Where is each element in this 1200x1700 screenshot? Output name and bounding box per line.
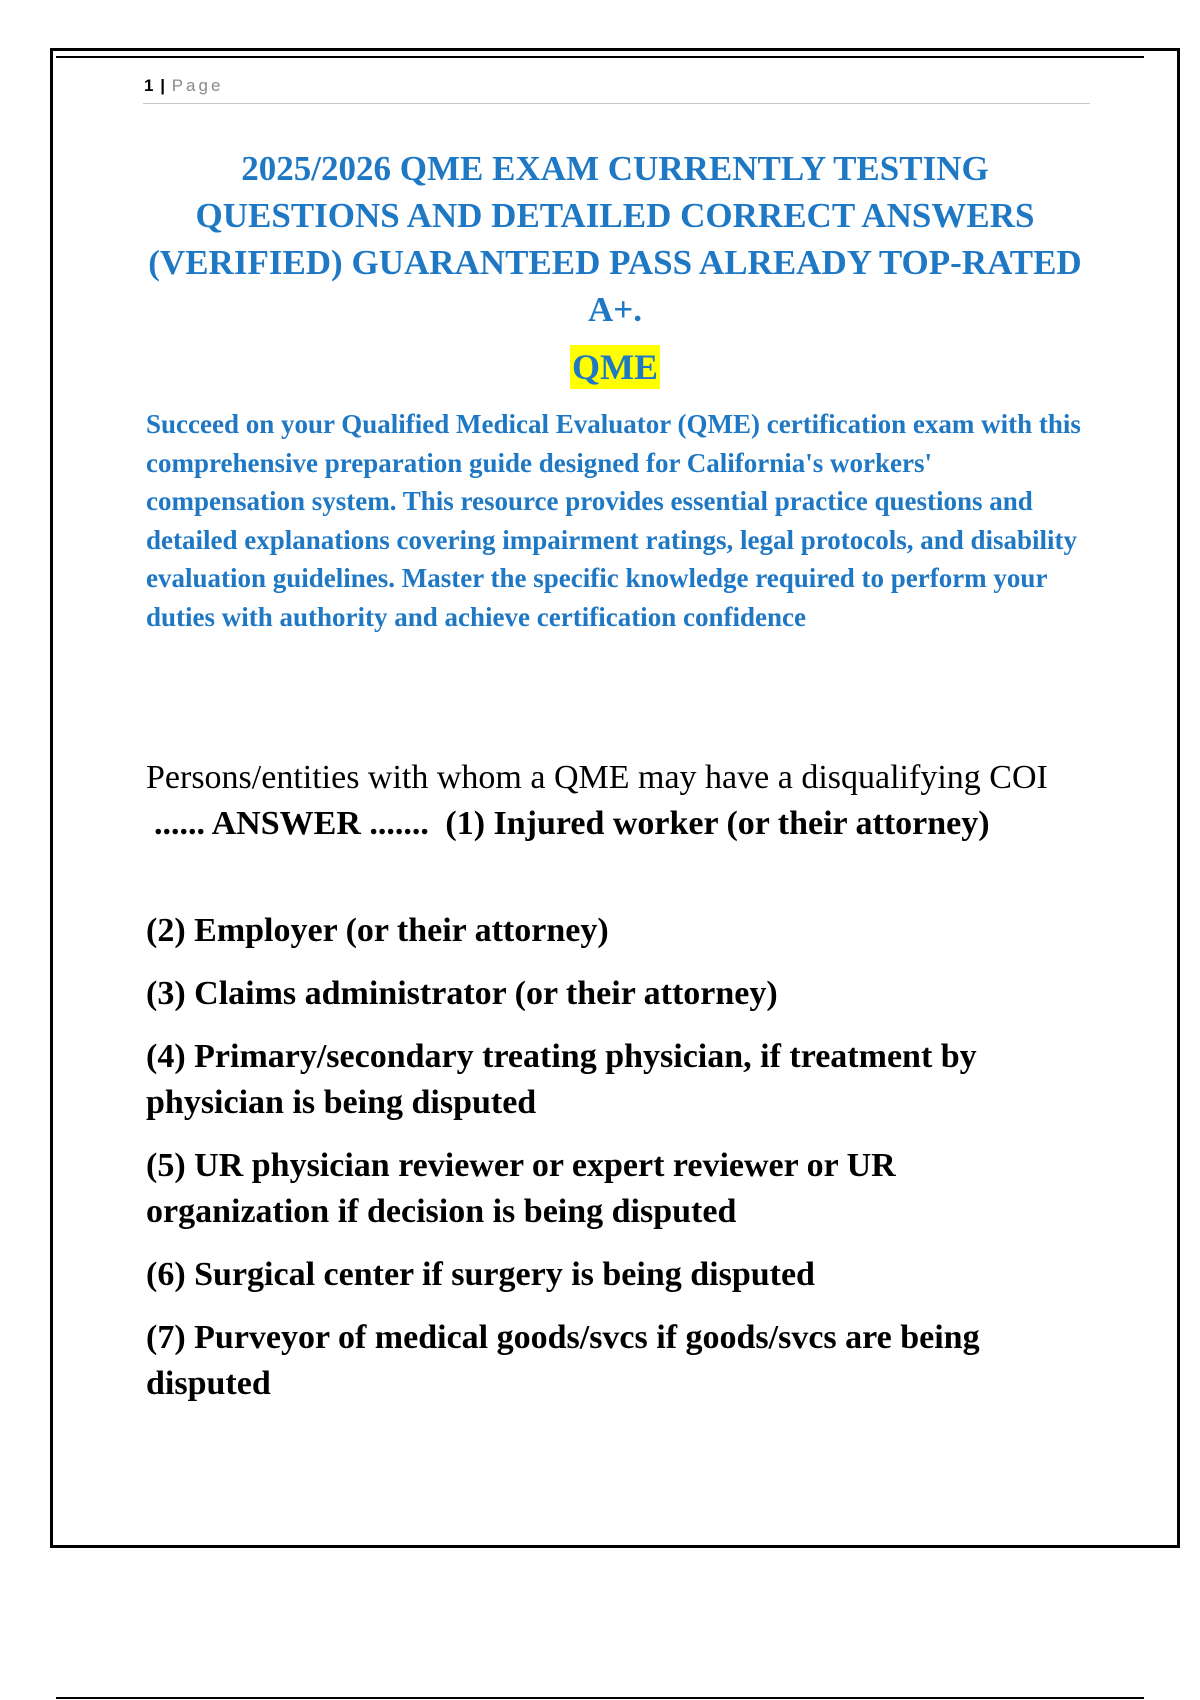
answer-item: (5) UR physician reviewer or expert reviewer or UR organization if decision is being disputed [146,1147,896,1230]
first-answer: (1) Injured worker (or their attorney) [445,805,990,842]
intro-paragraph: Succeed on your Qualified Medical Evaluator (QME) certification exam with this comprehensive preparation guide designed for California's workers' compensation system. This resource provides essential practice questions and detailed explanations covering impairment ratings, legal protocols, and disability evaluation guidelines. Master the specific knowledge required to perform your duties with authority and achieve certification confidence [146,409,1081,632]
answer-item: (3) Claims administrator (or their attorney) [146,975,778,1012]
page-number: 1 [144,76,154,95]
page-header [144,76,223,96]
page-word: Page [171,76,224,95]
page-top-rule [56,56,1144,58]
page-separator: | [160,76,165,95]
next-page-top-rule [56,1697,1144,1699]
question-text: Persons/entities with whom a QME may have a disqualifying COI [146,759,1048,796]
answer-item: (2) Employer (or their attorney) [146,912,609,949]
answer-list [146,908,1081,1424]
document-title: 2025/2026 QME EXAM CURRENTLY TESTING QUESTIONS AND DETAILED CORRECT ANSWERS (VERIFIED) GUARANTEED PASS ALREADY TOP-RATED A+. [148,149,1082,329]
answer-item: (7) Purveyor of medical goods/svcs if goods/svcs are being disputed [146,1319,980,1402]
answer-marker: ...... ANSWER ....... [154,805,429,842]
header-divider [143,103,1090,104]
question-block [146,755,1081,847]
answer-item: (4) Primary/secondary treating physician, if treatment by physician is being disputed [146,1038,977,1121]
qme-highlight-tag: QME [572,347,658,387]
answer-item: (6) Surgical center if surgery is being disputed [146,1256,815,1293]
tag-container [140,345,1090,389]
